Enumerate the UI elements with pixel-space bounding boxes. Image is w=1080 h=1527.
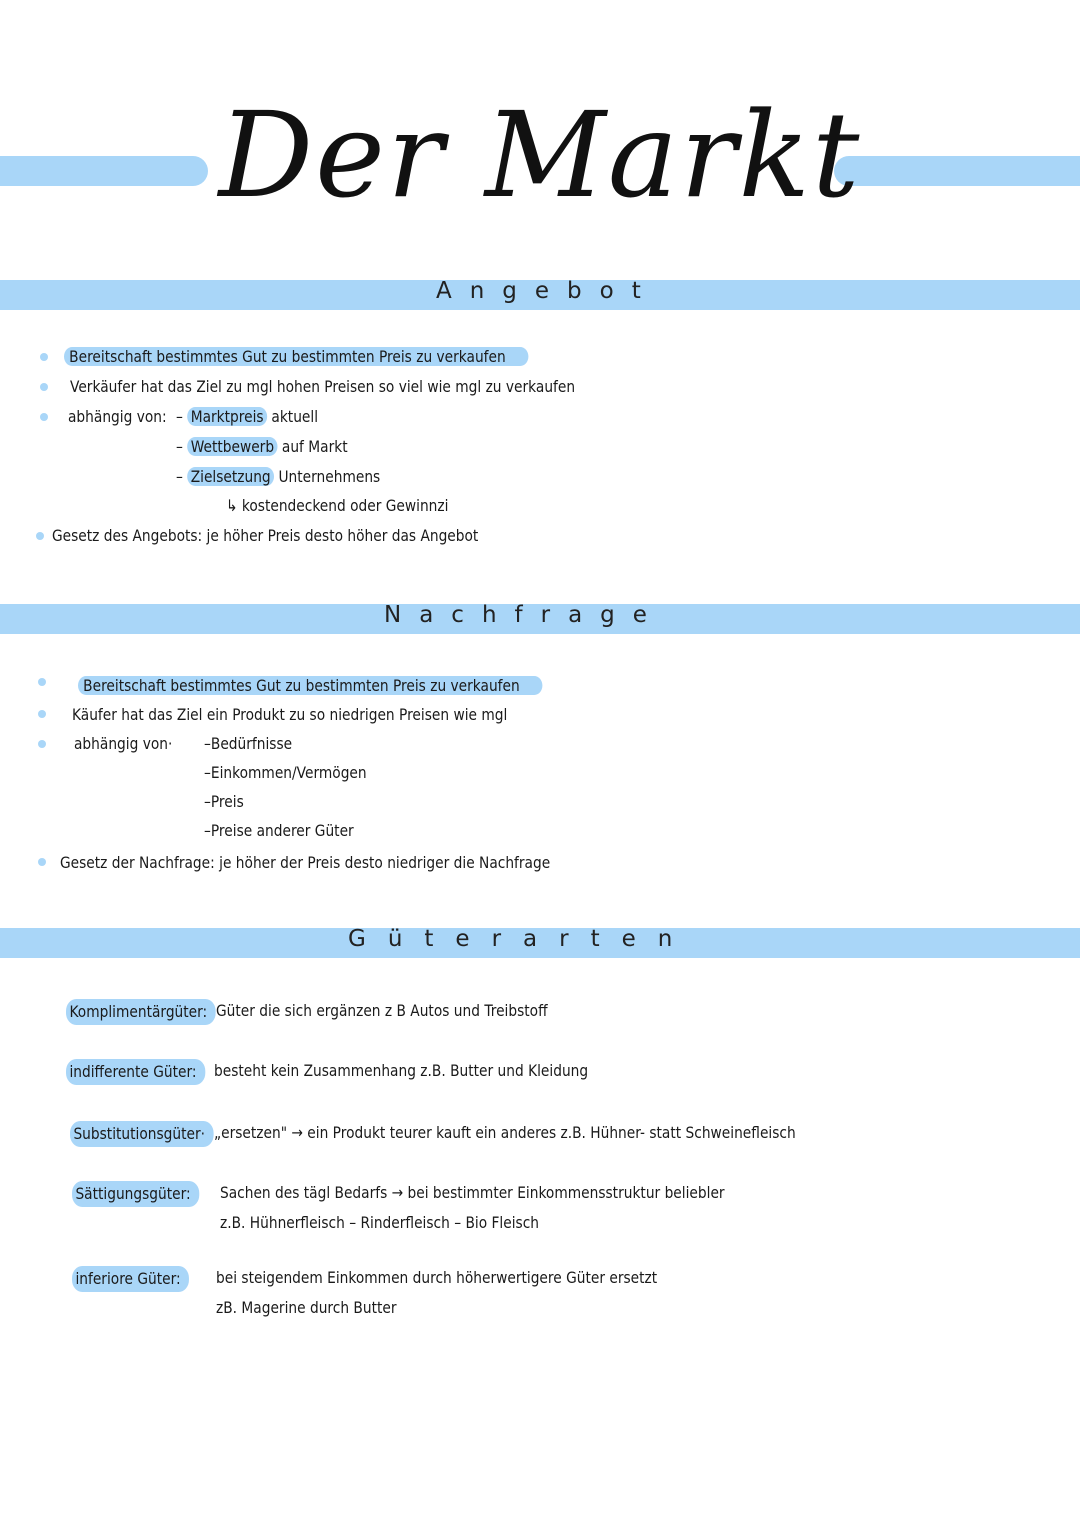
arrow-down-right-icon: ↳	[226, 496, 238, 515]
nachfrage-factor: –Preise anderer Güter	[204, 821, 354, 840]
nachfrage-line-1: Bereitschaft bestimmtes Gut zu bestimmten Preis zu verkaufen	[78, 675, 542, 697]
definition-saettigungsgueter-1: Sachen des tägl Bedarfs → bei bestimmter Einkommensstruktur beliebler	[220, 1183, 725, 1202]
bullet-dot	[38, 710, 46, 718]
bullet-dot	[40, 413, 48, 421]
section-heading-gueterarten: Güterarten	[348, 926, 695, 952]
angebot-line-2: Verkäufer hat das Ziel zu mgl hohen Preisen so viel wie mgl zu verkaufen	[70, 377, 576, 396]
bullet-dot	[40, 383, 48, 391]
definition-saettigungsgueter-2: z.B. Hühnerfleisch – Rinderfleisch – Bio Fleisch	[220, 1213, 539, 1232]
nachfrage-law: Gesetz der Nachfrage: je höher der Preis desto niedriger die Nachfrage	[60, 853, 551, 872]
section-band-nachfrage	[0, 604, 1080, 634]
term-saettigungsgueter: Sättigungsgüter:	[72, 1181, 199, 1207]
bullet-dot	[38, 858, 46, 866]
term-komplementaergueter: Komplimentärgüter:	[66, 999, 216, 1025]
section-heading-angebot: Angebot	[436, 278, 659, 304]
nachfrage-factor: –Bedürfnisse	[204, 734, 293, 753]
angebot-factor: – Zielsetzung Unternehmens	[176, 467, 381, 486]
page-title: Der Markt	[218, 86, 862, 224]
angebot-line-1: Bereitschaft bestimmtes Gut zu bestimmten Preis zu verkaufen	[64, 346, 528, 368]
definition-inferiore-gueter-1: bei steigendem Einkommen durch höherwertigere Güter ersetzt	[216, 1268, 658, 1287]
nachfrage-factor: –Einkommen/Vermögen	[204, 763, 367, 782]
section-band-angebot	[0, 280, 1080, 310]
angebot-factor: – Marktpreis aktuell	[176, 407, 319, 426]
term-inferiore-gueter: inferiore Güter:	[72, 1266, 189, 1292]
section-band-gueterarten	[0, 928, 1080, 958]
definition-indifferente-gueter: besteht kein Zusammenhang z.B. Butter und Kleidung	[214, 1061, 589, 1080]
definition-inferiore-gueter-2: zB. Magerine durch Butter	[216, 1298, 397, 1317]
term-indifferente-gueter: indifferente Güter:	[66, 1059, 205, 1085]
angebot-sub-note: ↳ kostendeckend oder Gewinnzi	[226, 496, 449, 515]
nachfrage-line-2: Käufer hat das Ziel ein Produkt zu so niedrigen Preisen wie mgl	[72, 705, 508, 724]
angebot-law: Gesetz des Angebots: je höher Preis desto höher das Angebot	[52, 526, 479, 545]
bullet-dot	[38, 678, 46, 686]
bullet-dot	[38, 740, 46, 748]
section-heading-nachfrage: Nachfrage	[384, 602, 665, 628]
angebot-depends-label: abhängig von:	[68, 407, 167, 426]
term-substitutionsgueter: Substitutionsgüter·	[70, 1121, 214, 1147]
angebot-factor: – Wettbewerb auf Markt	[176, 437, 348, 456]
bullet-dot	[40, 353, 48, 361]
bullet-dot	[36, 532, 44, 540]
nachfrage-factor: –Preis	[204, 792, 244, 811]
definition-substitutionsgueter: „ersetzen" → ein Produkt teurer kauft ein anderes z.B. Hühner- statt Schweinefleisch	[214, 1123, 796, 1142]
nachfrage-depends-label: abhängig von·	[74, 734, 173, 753]
definition-komplementaergueter: Güter die sich ergänzen z B Autos und Treibstoff	[216, 1001, 548, 1020]
